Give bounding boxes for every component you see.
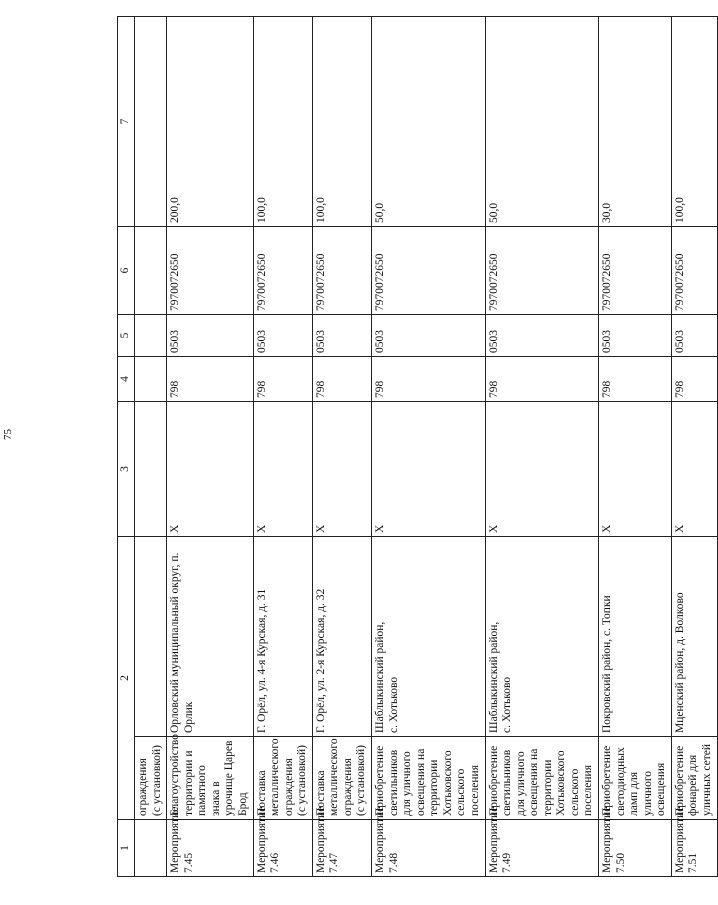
measure-id-cell: Мероприятие 7.51 xyxy=(671,820,717,877)
empty-cell xyxy=(135,357,167,402)
col5-cell: 0503 xyxy=(312,315,371,357)
empty-cell xyxy=(135,402,167,537)
col6-cell: 7970072650 xyxy=(312,227,371,315)
col4-cell: 798 xyxy=(485,357,599,402)
col3-cell: Х xyxy=(372,402,486,537)
empty-cell xyxy=(135,537,167,737)
col3-cell: Х xyxy=(671,402,717,537)
col6-cell: 7970072650 xyxy=(372,227,486,315)
measure-name-cell: Приобретение светильников для уличного освещения на территории Хотьковского сельского поселения xyxy=(485,737,599,820)
col3-cell: Х xyxy=(167,402,253,537)
col5-cell: 0503 xyxy=(372,315,486,357)
col3-cell: Х xyxy=(599,402,672,537)
col6-cell: 7970072650 xyxy=(167,227,253,315)
measure-id-cell: Мероприятие 7.46 xyxy=(253,820,312,877)
col4-cell: 798 xyxy=(671,357,717,402)
header-cell: 2 xyxy=(118,537,135,820)
amount-cell: 100,0 xyxy=(312,17,371,227)
header-cell: 6 xyxy=(118,227,135,315)
measure-name-cell: Приобретение светодиодных ламп для уличного освещения xyxy=(599,737,672,820)
table-row xyxy=(671,17,717,877)
measure-id-cell: Мероприятие 7.49 xyxy=(485,820,599,877)
col4-cell: 798 xyxy=(599,357,672,402)
col3-cell: Х xyxy=(312,402,371,537)
empty-cell xyxy=(135,17,167,227)
table-row xyxy=(599,17,672,877)
header-cell: 4 xyxy=(118,357,135,402)
location-cell: Мценский район, д. Волково xyxy=(671,537,717,737)
table-row xyxy=(253,17,312,877)
amount-cell: 50,0 xyxy=(485,17,599,227)
location-cell: Орловский муниципальный округ, п. Орлик xyxy=(167,537,253,737)
measure-name-cell: Поставка металлического ограждения (с установкой) xyxy=(312,737,371,820)
col6-cell: 7970072650 xyxy=(485,227,599,315)
col5-cell: 0503 xyxy=(599,315,672,357)
page-number: 75 xyxy=(2,429,14,440)
measure-id-cell: Мероприятие 7.47 xyxy=(312,820,371,877)
amount-cell: 30,0 xyxy=(599,17,672,227)
measure-id-cell: Мероприятие 7.48 xyxy=(372,820,486,877)
col4-cell: 798 xyxy=(253,357,312,402)
measure-id-cell: Мероприятие 7.45 xyxy=(167,820,253,877)
col4-cell: 798 xyxy=(167,357,253,402)
col3-cell: Х xyxy=(253,402,312,537)
col5-cell: 0503 xyxy=(671,315,717,357)
budget-table xyxy=(117,16,718,877)
measure-name-cell: Приобретение светильников для уличного освещения на территории Хотьковского сельского поселения xyxy=(372,737,486,820)
col6-cell: 7970072650 xyxy=(599,227,672,315)
rotated-table-container xyxy=(117,17,713,877)
table-row xyxy=(312,17,371,877)
continuation-row xyxy=(135,17,167,877)
measure-name-cell: Поставка металлического ограждения (с установкой) xyxy=(253,737,312,820)
location-cell: Г. Орёл, ул. 4-я Курская, д. 31 xyxy=(253,537,312,737)
table-row xyxy=(485,17,599,877)
name-cell: ограждения (с установкой) xyxy=(135,737,167,820)
col5-cell: 0503 xyxy=(253,315,312,357)
col5-cell: 0503 xyxy=(485,315,599,357)
location-cell: Покровский район, с. Топки xyxy=(599,537,672,737)
measure-id-cell: Мероприятие 7.50 xyxy=(599,820,672,877)
amount-cell: 100,0 xyxy=(253,17,312,227)
table-row xyxy=(167,17,253,877)
table-row xyxy=(372,17,486,877)
col5-cell: 0503 xyxy=(167,315,253,357)
table-body xyxy=(118,17,718,877)
location-cell: Шаблыкинский район, с. Хотьково xyxy=(485,537,599,737)
header-cell: 5 xyxy=(118,315,135,357)
header-row xyxy=(118,17,135,877)
col6-cell: 7970072650 xyxy=(671,227,717,315)
col6-cell: 7970072650 xyxy=(253,227,312,315)
location-cell: Г. Орёл, ул. 2-я Курская, д. 32 xyxy=(312,537,371,737)
measure-name-cell: Благоустройство территории и памятного знака в урочище Царев Брод xyxy=(167,737,253,820)
header-cell: 3 xyxy=(118,402,135,537)
amount-cell: 100,0 xyxy=(671,17,717,227)
id-cell xyxy=(135,820,167,877)
header-cell: 7 xyxy=(118,17,135,227)
amount-cell: 200,0 xyxy=(167,17,253,227)
col4-cell: 798 xyxy=(312,357,371,402)
col4-cell: 798 xyxy=(372,357,486,402)
empty-cell xyxy=(135,315,167,357)
measure-name-cell: Приобретение фонарей для уличных сетей xyxy=(671,737,717,820)
col3-cell: Х xyxy=(485,402,599,537)
amount-cell: 50,0 xyxy=(372,17,486,227)
location-cell: Шаблыкинский район, с. Хотьково xyxy=(372,537,486,737)
empty-cell xyxy=(135,227,167,315)
header-cell: 1 xyxy=(118,820,135,877)
